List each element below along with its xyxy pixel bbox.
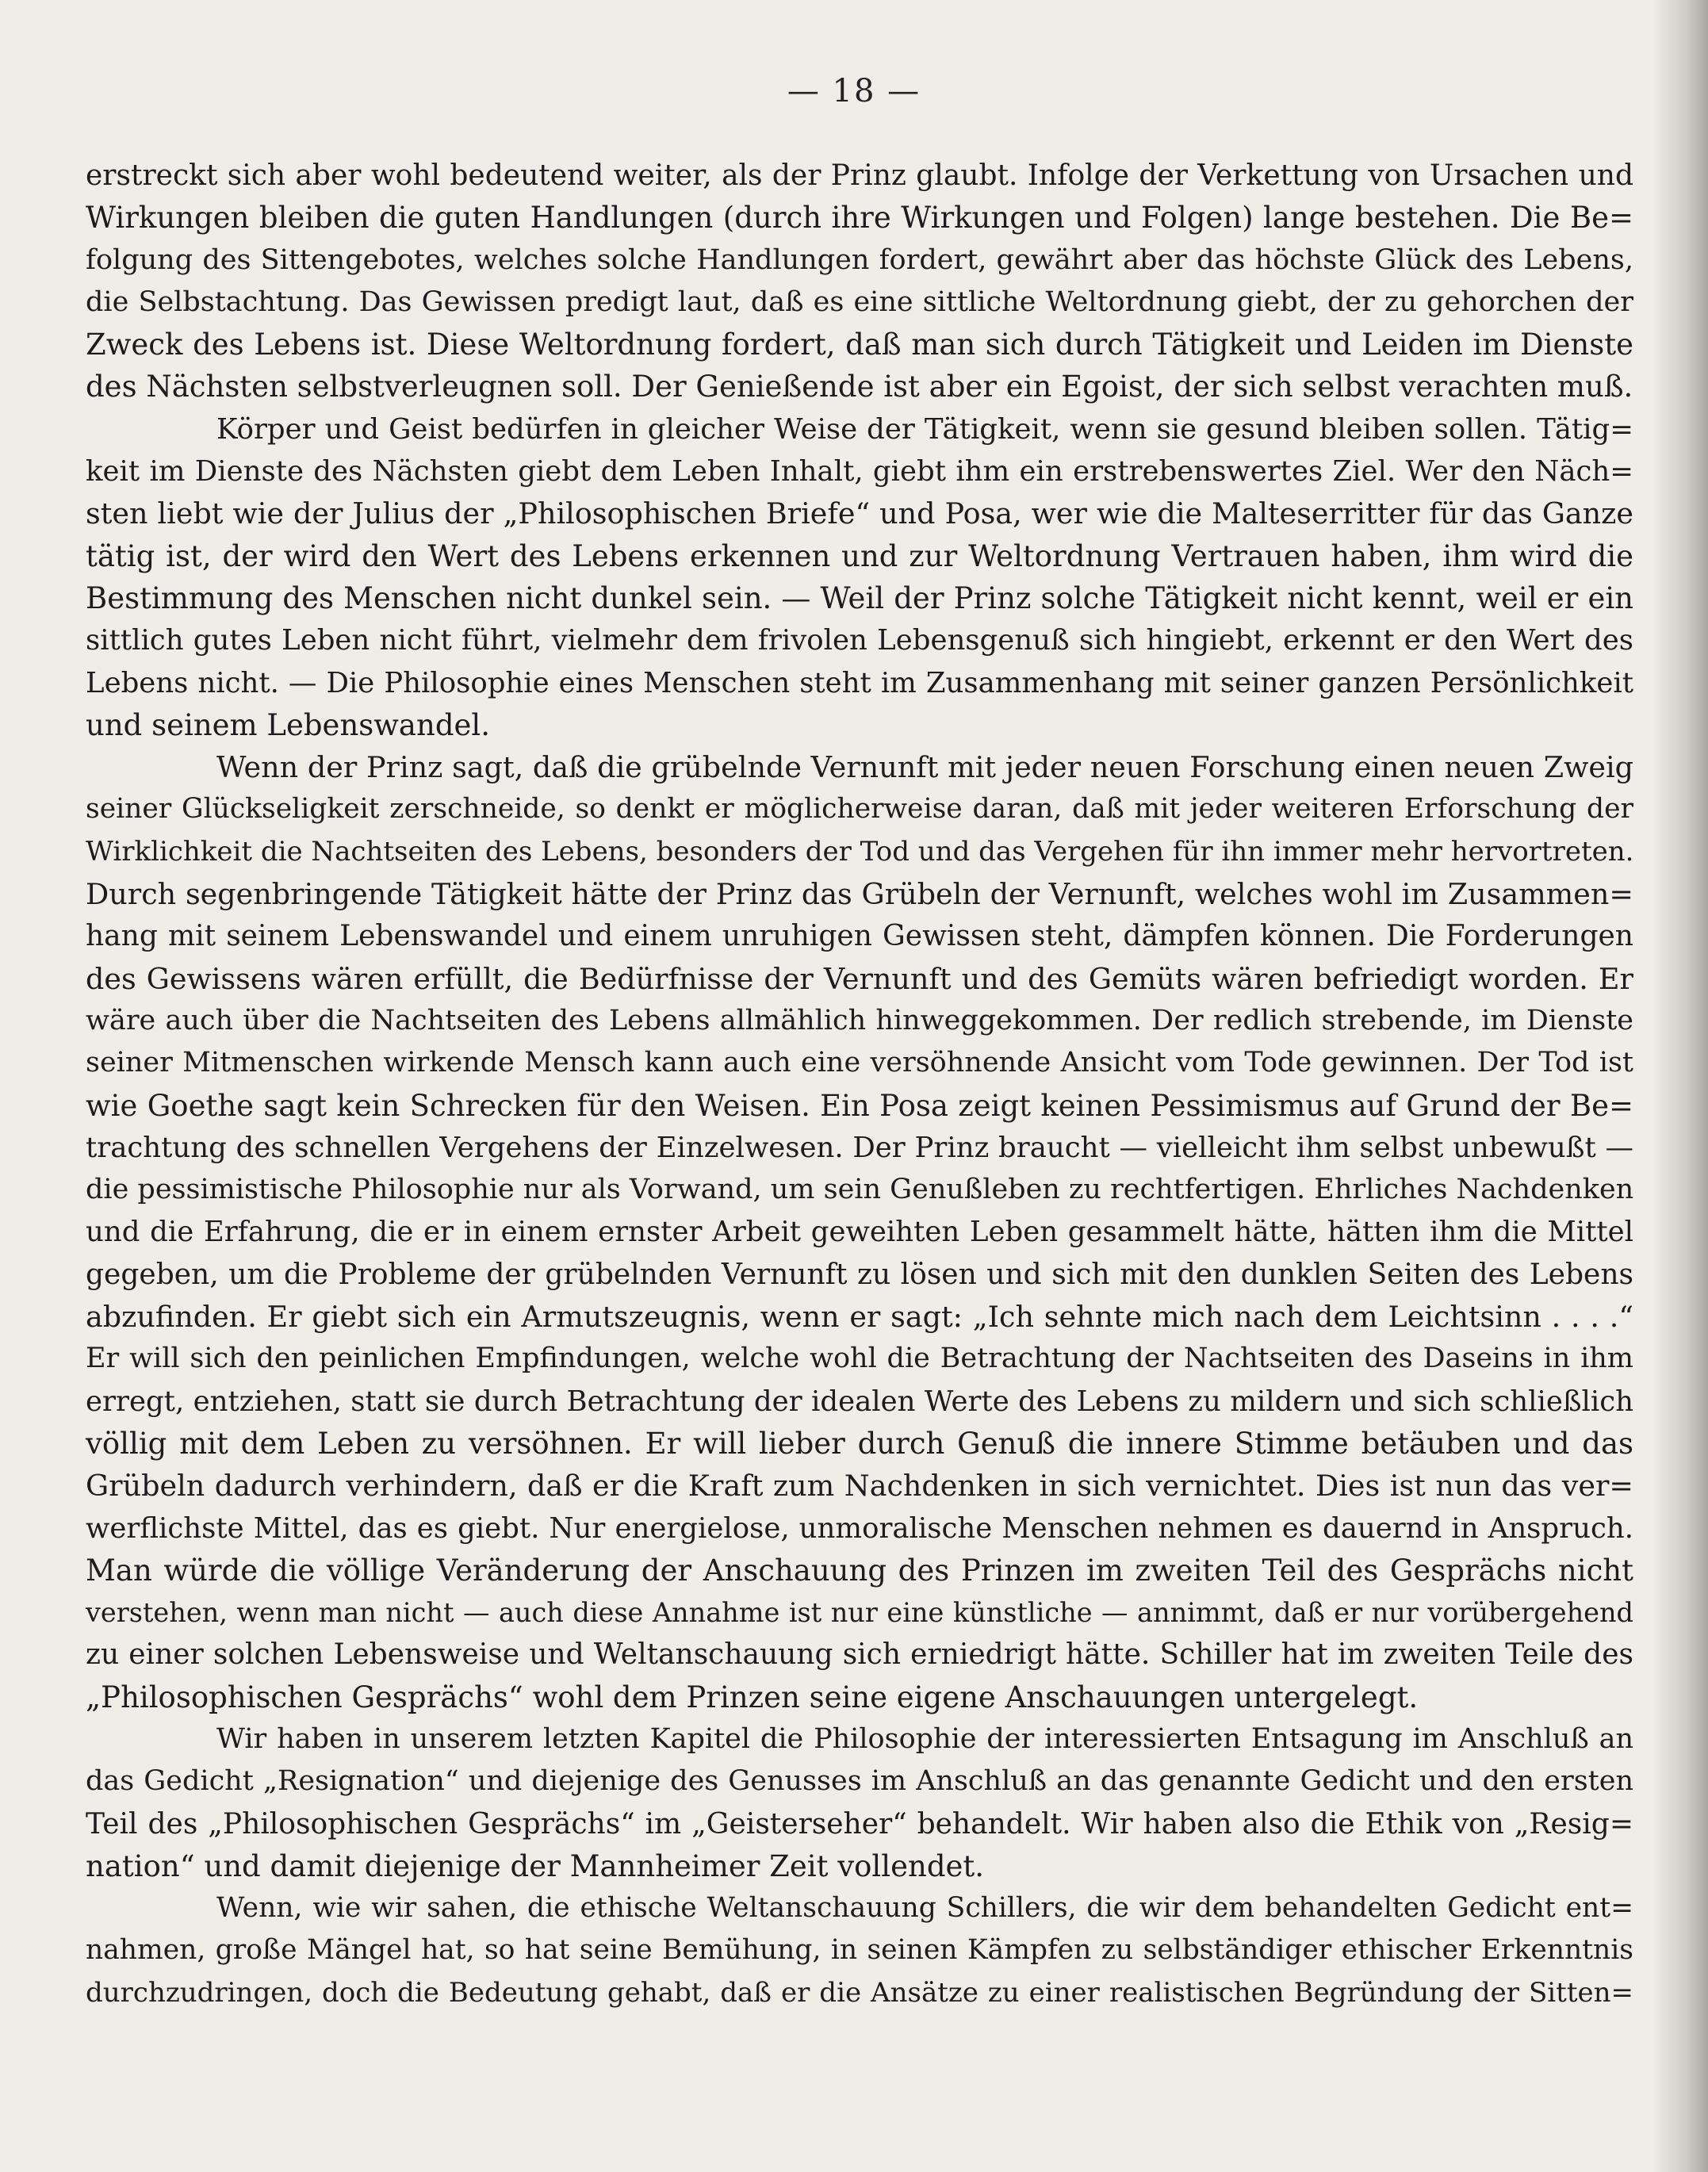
text-line: Wirkungen bleiben die guten Handlungen (durch ihre Wirkungen und Folgen) lange bestehen. Die Be= <box>86 201 1633 236</box>
text-line: nahmen, große Mängel hat, so hat seine Bemühung, in seinen Kämpfen zu selbständiger ethischer Erkenntnis <box>86 1934 1633 1967</box>
text-line: Zweck des Lebens ist. Diese Weltordnung fordert, daß man sich durch Tätigkeit und Leiden im Dienste <box>86 328 1633 362</box>
text-line: Lebens nicht. — Die Philosophie eines Menschen steht im Zusammenhang mit seiner ganzen Persönlichkeit <box>86 666 1633 699</box>
text-line: Durch segenbringende Tätigkeit hätte der Prinz das Grübeln der Vernunft, welches wohl im Zusammen= <box>86 877 1633 912</box>
text-line: folgung des Sittengebotes, welches solche Handlungen fordert, gewährt aber das höchste Glück des Lebens, <box>86 243 1633 276</box>
page-number: — 18 — <box>787 73 921 109</box>
text-line: Er will sich den peinlichen Empfindungen, welche wohl die Betrachtung der Nachtseiten des Daseins in ihm <box>86 1343 1633 1375</box>
text-line: wie Goethe sagt kein Schrecken für den Weisen. Ein Posa zeigt keinen Pessimismus auf Grund der Be= <box>86 1088 1633 1123</box>
text-line: Wir haben in unserem letzten Kapitel die Philosophie der interessierten Entsagung im Anschluß an <box>216 1722 1633 1755</box>
text-line: wäre auch über die Nachtseiten des Lebens allmählich hinweggekommen. Der redlich strebende, im Dienste <box>86 1004 1633 1036</box>
text-line: Wenn, wie wir sahen, die ethische Weltanschauung Schillers, die wir dem behandelten Gedicht ent= <box>216 1892 1633 1925</box>
text-line: Man würde die völlige Veränderung der Anschauung des Prinzen im zweiten Teil des Gesprächs nicht <box>86 1553 1633 1588</box>
text-line: seiner Glückseligkeit zerschneide, so denkt er möglicherweise daran, daß mit jeder weiteren Erforschung der <box>86 793 1633 826</box>
text-line: und die Erfahrung, die er in einem ernster Arbeit geweihten Leben gesammelt hätte, hätten ihm die Mittel <box>86 1216 1633 1249</box>
text-line: Grübeln dadurch verhindern, daß er die Kraft zum Nachdenken in sich vernichtet. Dies ist nun das ver= <box>86 1469 1633 1504</box>
text-line: des Gewissens wären erfüllt, die Bedürfnisse der Vernunft und des Gemüts wären befriedigt worden. Er <box>86 961 1633 996</box>
text-line: erstreckt sich aber wohl bedeutend weiter, als der Prinz glaubt. Infolge der Verkettung von Ursachen und <box>86 159 1633 192</box>
text-line: hang mit seinem Lebenswandel und einem unruhigen Gewissen steht, dämpfen können. Die Forderungen <box>86 920 1633 953</box>
text-line: Körper und Geist bedürfen in gleicher Weise der Tätigkeit, wenn sie gesund bleiben sollen. Tätig= <box>216 412 1633 446</box>
text-line: Teil des „Philosophischen Gesprächs“ im „Geisterseher“ behandelt. Wir haben also die Ethik von „Resig= <box>86 1807 1633 1841</box>
text-line: das Gedicht „Resignation“ und diejenige des Genusses im Anschluß an das genannte Gedicht und den ersten <box>86 1765 1633 1798</box>
binding-shadow <box>1652 0 1708 2172</box>
text-line: tätig ist, der wird den Wert des Lebens erkennen und zur Weltordnung Vertrauen haben, ihm wird die <box>86 538 1633 573</box>
text-line: werflichste Mittel, das es giebt. Nur energielose, unmoralische Menschen nehmen es dauernd in Anspruch. <box>86 1511 1633 1545</box>
text-line: des Nächsten selbstverleugnen soll. Der Genießende ist aber ein Egoist, der sich selbst verachten muß. <box>86 370 1633 404</box>
text-line: trachtung des schnellen Vergehens der Einzelwesen. Der Prinz braucht — vielleicht ihm selbst unbewußt — <box>86 1131 1633 1164</box>
text-line: verstehen, wenn man nicht — auch diese Annahme ist nur eine künstliche — annimmt, daß er nur vorübergehend <box>86 1597 1633 1629</box>
text-line: sittlich gutes Leben nicht führt, vielmehr dem frivolen Lebensgenuß sich hingiebt, erkennt er den Wert des <box>86 624 1633 657</box>
text-line: zu einer solchen Lebensweise und Weltanschauung sich erniedrigt hätte. Schiller hat im zweiten Teile des <box>86 1638 1633 1672</box>
text-line: seiner Mitmenschen wirkende Mensch kann auch eine versöhnende Ansicht vom Tode gewinnen. Der Tod ist <box>86 1047 1633 1079</box>
text-line: nation“ und damit diejenige der Mannheimer Zeit vollendet. <box>86 1848 985 1883</box>
text-line: keit im Dienste des Nächsten giebt dem Leben Inhalt, giebt ihm ein erstrebenswertes Ziel. Wer den Näch= <box>86 455 1633 488</box>
text-line: abzufinden. Er giebt sich ein Armutszeugnis, wenn er sagt: „Ich sehnte mich nach dem Leichtsinn . . . .“ <box>86 1300 1633 1335</box>
text-line: und seinem Lebenswandel. <box>86 707 490 742</box>
text-line: Wirklichkeit die Nachtseiten des Lebens, besonders der Tod und das Vergehen für ihn immer mehr hervortreten. <box>86 835 1634 868</box>
text-line: Wenn der Prinz sagt, daß die grübelnde Vernunft mit jeder neuen Forschung einen neuen Zweig <box>216 750 1633 785</box>
text-line: die pessimistische Philosophie nur als Vorwand, um sein Genußleben zu rechtfertigen. Ehrliches Nachdenken <box>86 1174 1634 1206</box>
body-text <box>86 155 1633 2014</box>
text-line: Bestimmung des Menschen nicht dunkel sein. — Weil der Prinz solche Tätigkeit nicht kennt, weil er ein <box>86 580 1633 615</box>
text-line: völlig mit dem Leben zu versöhnen. Er will lieber durch Genuß die innere Stimme betäuben und das <box>86 1426 1633 1461</box>
text-line: sten liebt wie der Julius der „Philosophischen Briefe“ und Posa, wer wie die Malteserritter für das Ganze <box>86 496 1633 531</box>
text-line: erregt, entziehen, statt sie durch Betrachtung der idealen Werte des Lebens zu mildern und sich schließlich <box>86 1385 1633 1418</box>
text-line: die Selbstachtung. Das Gewissen predigt laut, daß es eine sittliche Weltordnung giebt, der zu gehorchen der <box>86 285 1633 318</box>
text-line: gegeben, um die Probleme der grübelnden Vernunft zu lösen und sich mit den dunklen Seiten des Lebens <box>86 1258 1633 1291</box>
text-line: „Philosophischen Gesprächs“ wohl dem Prinzen seine eigene Anschauungen untergelegt. <box>86 1680 1419 1714</box>
text-line: durchzudringen, doch die Bedeutung gehabt, daß er die Ansätze zu einer realistischen Begründung der Sitten= <box>86 1976 1633 2009</box>
